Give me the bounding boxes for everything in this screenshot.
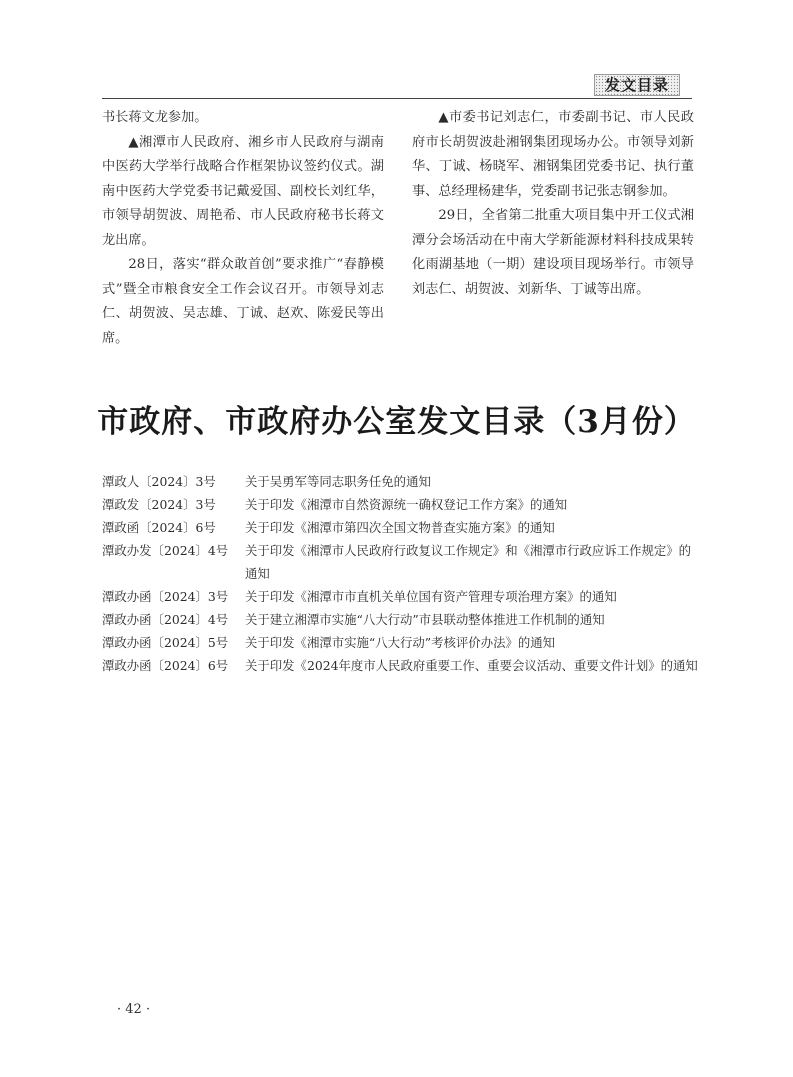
document-number: 潭政办函〔2024〕4号: [102, 612, 229, 627]
left-column: [102, 106, 384, 351]
document-row: [102, 608, 702, 631]
main-title: 市政府、市政府办公室发文目录（3月份）: [97, 404, 696, 440]
document-number: 潭政办函〔2024〕6号: [102, 658, 229, 673]
page-number: · 42 ·: [117, 1002, 151, 1017]
document-title: 关于印发《湘潭市自然资源统一确权登记工作方案》的通知: [245, 497, 568, 512]
document-title: 关于印发《湘潭市实施“八大行动”考核评价办法》的通知: [245, 635, 556, 650]
document-row: [102, 470, 702, 493]
document-row: [102, 539, 702, 585]
document-row: [102, 631, 702, 654]
document-title: 关于吴勇军等同志职务任免的通知: [245, 474, 431, 489]
document-title: 关于印发《湘潭市第四次全国文物普查实施方案》的通知: [245, 520, 555, 535]
paragraph: 28日，落实“群众敢首创”要求推广“春静模式”暨全市粮食安全工作会议召开。市领导刘志仁、胡贺波、吴志雄、丁诚、赵欢、陈爱民等出席。: [102, 257, 384, 346]
header-rule: [102, 98, 692, 99]
document-row: [102, 516, 702, 539]
document-row: [102, 493, 702, 516]
paragraph: ▲湘潭市人民政府、湘乡市人民政府与湖南中医药大学举行战略合作框架协议签约仪式。湖南中医药大学党委书记戴爱国、副校长刘红华，市领导胡贺波、周艳希、市人民政府秘书长蒋文龙出席。: [102, 134, 384, 248]
document-number: 潭政办发〔2024〕4号: [102, 543, 229, 558]
document-number: 潭政办函〔2024〕5号: [102, 635, 229, 650]
paragraph: 29日，全省第二批重大项目集中开工仪式湘潭分会场活动在中南大学新能源材料科技成果转化雨湖基地（一期）建设项目现场举行。市领导刘志仁、胡贺波、刘新华、丁诚等出席。: [412, 208, 694, 297]
document-title: 关于建立湘潭市实施“八大行动”市县联动整体推进工作机制的通知: [245, 612, 605, 627]
document-number: 潭政人〔2024〕3号: [102, 474, 216, 489]
document-number: 潭政办函〔2024〕3号: [102, 589, 229, 604]
document-number: 潭政函〔2024〕6号: [102, 520, 216, 535]
document-list: [102, 470, 702, 677]
right-column: [412, 106, 694, 302]
document-title: 关于印发《2024年度市人民政府重要工作、重要会议活动、重要文件计划》的通知: [245, 658, 698, 673]
document-title: 关于印发《湘潭市市直机关单位国有资产管理专项治理方案》的通知: [245, 589, 617, 604]
section-tag: 发文目录: [594, 74, 680, 96]
document-row: [102, 654, 702, 677]
document-row: [102, 585, 702, 608]
paragraph: ▲市委书记刘志仁，市委副书记、市人民政府市长胡贺波赴湘钢集团现场办公。市领导刘新华、丁诚、杨晓军、湘钢集团党委书记、执行董事、总经理杨建华，党委副书记张志钢参加。: [412, 110, 694, 199]
document-title: 关于印发《湘潭市人民政府行政复议工作规定》和《湘潭市行政应诉工作规定》的通知: [245, 543, 692, 581]
paragraph: 书长蒋文龙参加。: [102, 110, 208, 125]
document-number: 潭政发〔2024〕3号: [102, 497, 216, 512]
